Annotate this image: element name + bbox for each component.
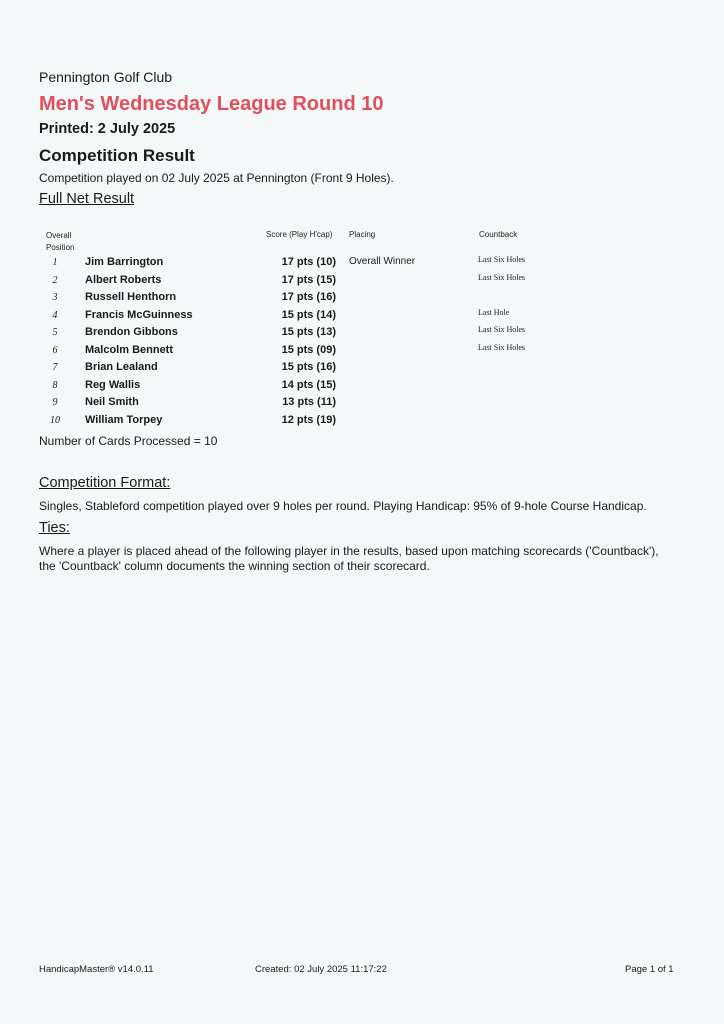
header-score: Score (Play H'cap) <box>266 230 333 239</box>
row-placing: Overall Winner <box>349 256 416 267</box>
row-position: 4 <box>52 309 58 321</box>
row-player-name: William Torpey <box>85 413 163 426</box>
row-score: 15 pts (16) <box>281 361 336 373</box>
competition-played-note: Competition played on 02 July 2025 at Pennington (Front 9 Holes). <box>39 171 394 185</box>
row-position: 5 <box>52 327 58 338</box>
table-row <box>0 413 724 431</box>
table-row <box>0 360 724 378</box>
full-net-result-heading: Full Net Result <box>39 191 135 207</box>
row-player-name: Malcolm Bennett <box>85 343 174 356</box>
table-row <box>0 343 724 361</box>
row-score: 14 pts (15) <box>281 378 336 391</box>
ties-heading: Ties: <box>39 520 70 536</box>
row-score: 17 pts (10) <box>281 256 336 268</box>
header-overall-position <box>46 230 74 254</box>
row-score: 12 pts (19) <box>281 413 336 426</box>
row-position: 6 <box>52 344 58 356</box>
table-row <box>0 273 724 291</box>
row-score: 15 pts (09) <box>281 343 336 356</box>
row-position: 3 <box>52 292 58 303</box>
row-countback: Last Six Holes <box>478 342 526 352</box>
club-name: Pennington Golf Club <box>39 69 173 85</box>
section-title: Competition Result <box>39 146 195 165</box>
row-player-name: Brendon Gibbons <box>85 326 178 338</box>
header-position-line1: Overall <box>46 231 72 240</box>
row-player-name: Brian Lealand <box>85 361 158 373</box>
row-position: 10 <box>50 414 60 426</box>
footer-software: HandicapMaster® v14.0.11 <box>39 964 154 975</box>
row-position: 7 <box>52 362 58 373</box>
row-score: 15 pts (14) <box>281 308 336 321</box>
table-row <box>0 290 724 308</box>
row-position: 1 <box>52 257 58 268</box>
row-score: 17 pts (15) <box>281 273 336 286</box>
footer-created: Created: 02 July 2025 11:17:22 <box>255 964 387 975</box>
competition-title: Men's Wednesday League Round 10 <box>39 93 384 115</box>
printed-date: Printed: 2 July 2025 <box>39 121 176 137</box>
row-position: 2 <box>52 274 58 286</box>
header-placing: Placing <box>349 230 376 239</box>
row-player-name: Francis McGuinness <box>85 308 193 321</box>
row-countback: Last Six Holes <box>478 325 526 334</box>
row-player-name: Jim Barrington <box>85 256 164 268</box>
row-position: 9 <box>52 397 58 408</box>
row-countback: Last Six Holes <box>478 255 526 264</box>
row-countback: Last Hole <box>478 307 510 317</box>
row-score: 17 pts (16) <box>281 291 336 303</box>
table-row <box>0 255 724 273</box>
competition-format-text: Singles, Stableford competition played over 9 holes per round. Playing Handicap: 95% of 9-hole Course Handicap. <box>39 499 647 513</box>
row-player-name: Albert Roberts <box>85 273 162 286</box>
footer-page-number: Page 1 of 1 <box>625 964 674 975</box>
ties-text-line1: Where a player is placed ahead of the following player in the results, based upon matching scorecards ('Countback'), <box>39 544 659 558</box>
row-player-name: Russell Henthorn <box>85 291 177 303</box>
row-score: 13 pts (11) <box>282 396 336 408</box>
row-position: 8 <box>52 379 58 391</box>
row-score: 15 pts (13) <box>281 326 336 338</box>
header-position-line2: Position <box>46 243 75 252</box>
table-row <box>0 325 724 343</box>
row-player-name: Neil Smith <box>85 396 139 408</box>
row-countback: Last Six Holes <box>478 272 526 282</box>
competition-format-heading: Competition Format: <box>39 475 171 491</box>
table-row <box>0 308 724 326</box>
header-countback: Countback <box>479 230 518 239</box>
row-player-name: Reg Wallis <box>85 378 141 391</box>
table-row <box>0 378 724 396</box>
cards-processed: Number of Cards Processed = 10 <box>39 434 218 448</box>
ties-text <box>39 544 659 574</box>
ties-text-line2: the 'Countback' column documents the winning section of their scorecard. <box>39 559 430 573</box>
table-row <box>0 395 724 413</box>
